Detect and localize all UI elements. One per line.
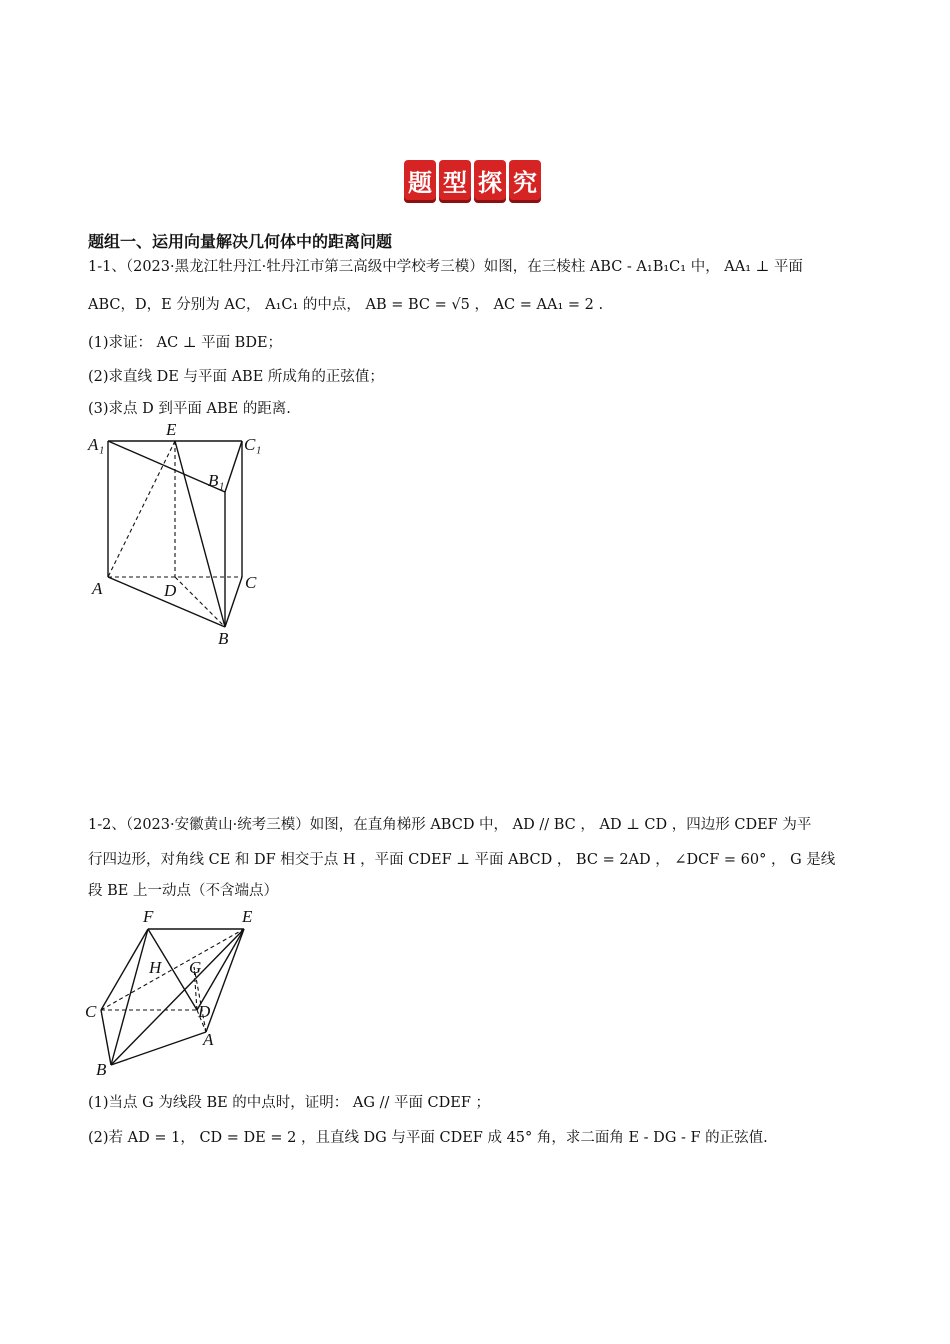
label-F: F: [143, 907, 154, 926]
problem2-question1: (1)当点 G 为线段 BE 的中点时，证明： AG // 平面 CDEF ；: [88, 1095, 491, 1111]
edge: [206, 929, 244, 1032]
label-C: C: [85, 1002, 97, 1021]
edge: [111, 929, 148, 1065]
label-A: A: [203, 1030, 214, 1049]
edge: [111, 929, 244, 1065]
label-E: E: [242, 907, 253, 926]
edge: [101, 929, 148, 1010]
problem1-question2: (2)求直线 DE 与平面 ABE 所成角的正弦值；: [88, 369, 384, 385]
trapezoid-figure: [80, 905, 270, 1080]
problem1-question1: (1)求证： AC ⊥ 平面 BDE；: [88, 335, 283, 351]
hidden-edge: [175, 577, 225, 627]
problem1-line2: ABC，D，E 分别为 AC， A₁C₁ 的中点， AB = BC = √5 ， AC = AA₁ = 2 .: [88, 297, 604, 313]
label-C: C: [245, 573, 257, 592]
banner-char: 题: [404, 160, 436, 200]
problem1-question3: (3)求点 D 到平面 ABE 的距离.: [88, 401, 291, 417]
label-E: E: [166, 420, 177, 439]
problem2-line2: 行四边形，对角线 CE 和 DF 相交于点 H ，平面 CDEF ⊥ 平面 ABCD ， BC = 2AD ， ∠DCF = 60° ， G 是线: [88, 852, 836, 868]
label-B1: B₁: [208, 471, 225, 490]
group-title: 题组一、运用向量解决几何体中的距离问题: [88, 232, 393, 251]
label-A: A: [92, 579, 103, 598]
label-B: B: [96, 1060, 107, 1079]
edge: [111, 1032, 206, 1065]
label-A1: A₁: [88, 435, 105, 454]
hidden-edge: [108, 441, 175, 577]
prism-figure: [80, 420, 290, 650]
label-C1: C₁: [244, 435, 262, 454]
edge: [225, 577, 242, 627]
edge: [225, 441, 242, 492]
problem2-question2: (2)若 AD = 1， CD = DE = 2 ，且直线 DG 与平面 CDEF 成 45° 角，求二面角 E - DG - F 的正弦值.: [88, 1130, 768, 1146]
problem1-line1: 1-1、（2023·黑龙江牡丹江·牡丹江市第三高级中学校考三模）如图，在三棱柱 ABC - A₁B₁C₁ 中， AA₁ ⊥ 平面: [88, 259, 803, 275]
banner-char: 究: [509, 160, 541, 200]
section-banner: [0, 160, 950, 210]
label-H: H: [149, 958, 162, 977]
label-D: D: [198, 1002, 211, 1021]
edge: [101, 1010, 111, 1065]
edge: [175, 441, 225, 627]
problem2-line3: 段 BE 上一动点（不含端点）: [88, 883, 278, 899]
banner-char: 型: [439, 160, 471, 200]
banner-char: 探: [474, 160, 506, 200]
label-G: G: [189, 958, 202, 977]
label-D: D: [164, 581, 177, 600]
label-B: B: [218, 629, 229, 648]
problem2-line1: 1-2、（2023·安徽黄山·统考三模）如图，在直角梯形 ABCD 中， AD // BC ， AD ⊥ CD ，四边形 CDEF 为平: [88, 817, 812, 833]
